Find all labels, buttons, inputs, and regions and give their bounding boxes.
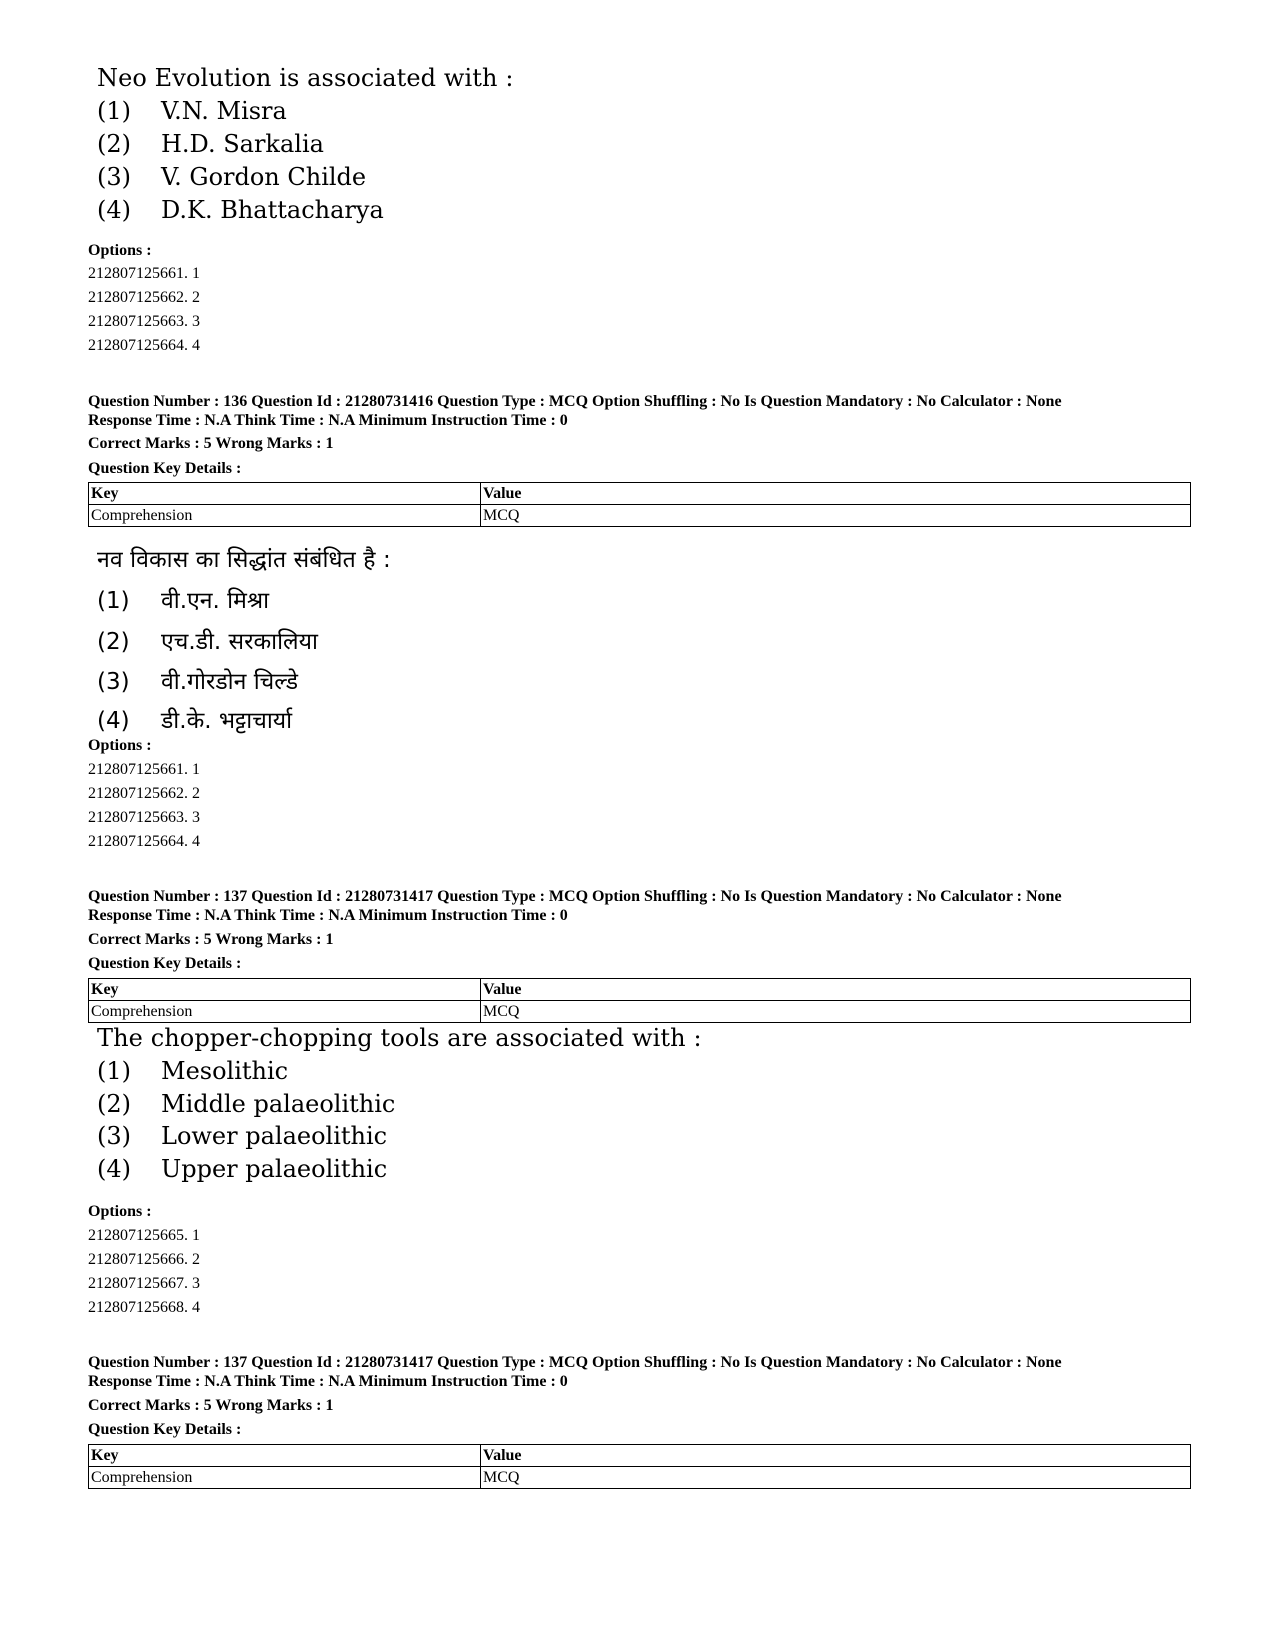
choice-item: (4) Upper palaeolithic — [97, 1155, 388, 1183]
key-cell: Comprehension — [89, 1467, 481, 1489]
key-details-label: Question Key Details : — [88, 460, 242, 477]
question-info-line: Question Number : 136 Question Id : 21280731416 Question Type : MCQ Option Shuffling : No Is Question Mandatory : No Calculator : None — [88, 393, 1062, 410]
key-header: Key — [89, 483, 481, 505]
option-line: 212807125665. 1 — [88, 1227, 200, 1244]
value-cell: MCQ — [481, 505, 1191, 527]
option-line: 212807125661. 1 — [88, 761, 200, 778]
choice-item: (2) एच.डी. सरकालिया — [97, 629, 318, 655]
question-text: The chopper-chopping tools are associated with : — [97, 1024, 702, 1052]
key-value-table — [88, 1444, 1191, 1489]
value-header: Value — [481, 1445, 1191, 1467]
option-line: 212807125666. 2 — [88, 1251, 200, 1268]
table-row — [89, 1001, 1191, 1023]
key-cell: Comprehension — [89, 1001, 481, 1023]
question-text: नव विकास का सिद्धांत संबंधित है : — [97, 547, 391, 573]
option-line: 212807125662. 2 — [88, 289, 200, 306]
option-line: 212807125661. 1 — [88, 265, 200, 282]
marks-line: Correct Marks : 5 Wrong Marks : 1 — [88, 931, 334, 948]
key-header: Key — [89, 1445, 481, 1467]
option-line: 212807125663. 3 — [88, 809, 200, 826]
choice-item: (2) H.D. Sarkalia — [97, 130, 324, 158]
question-info-line: Question Number : 137 Question Id : 21280731417 Question Type : MCQ Option Shuffling : No Is Question Mandatory : No Calculator : None — [88, 888, 1062, 905]
key-details-label: Question Key Details : — [88, 955, 242, 972]
choice-item: (4) डी.के. भट्टाचार्या — [97, 708, 293, 734]
table-header-row — [89, 979, 1191, 1001]
table-row — [89, 1467, 1191, 1489]
timing-info-line: Response Time : N.A Think Time : N.A Minimum Instruction Time : 0 — [88, 907, 568, 924]
marks-line: Correct Marks : 5 Wrong Marks : 1 — [88, 435, 334, 452]
table-header-row — [89, 483, 1191, 505]
option-line: 212807125662. 2 — [88, 785, 200, 802]
choice-item: (2) Middle palaeolithic — [97, 1090, 396, 1118]
option-line: 212807125664. 4 — [88, 833, 200, 850]
question-text: Neo Evolution is associated with : — [97, 64, 514, 92]
marks-line: Correct Marks : 5 Wrong Marks : 1 — [88, 1397, 334, 1414]
value-header: Value — [481, 483, 1191, 505]
choice-item: (1) V.N. Misra — [97, 97, 287, 125]
choice-item: (1) वी.एन. मिश्रा — [97, 588, 270, 614]
timing-info-line: Response Time : N.A Think Time : N.A Minimum Instruction Time : 0 — [88, 1373, 568, 1390]
option-line: 212807125667. 3 — [88, 1275, 200, 1292]
key-header: Key — [89, 979, 481, 1001]
value-header: Value — [481, 979, 1191, 1001]
options-label: Options : — [88, 737, 152, 754]
key-value-table — [88, 978, 1191, 1023]
choice-item: (4) D.K. Bhattacharya — [97, 196, 384, 224]
options-label: Options : — [88, 242, 152, 259]
question-info-line: Question Number : 137 Question Id : 21280731417 Question Type : MCQ Option Shuffling : No Is Question Mandatory : No Calculator : None — [88, 1354, 1062, 1371]
table-header-row — [89, 1445, 1191, 1467]
timing-info-line: Response Time : N.A Think Time : N.A Minimum Instruction Time : 0 — [88, 412, 568, 429]
value-cell: MCQ — [481, 1467, 1191, 1489]
choice-item: (3) वी.गोरडोन चिल्डे — [97, 669, 299, 695]
key-cell: Comprehension — [89, 505, 481, 527]
choice-item: (1) Mesolithic — [97, 1057, 289, 1085]
choice-item: (3) V. Gordon Childe — [97, 163, 367, 191]
option-line: 212807125663. 3 — [88, 313, 200, 330]
key-value-table — [88, 482, 1191, 527]
value-cell: MCQ — [481, 1001, 1191, 1023]
option-line: 212807125668. 4 — [88, 1299, 200, 1316]
option-line: 212807125664. 4 — [88, 337, 200, 354]
key-details-label: Question Key Details : — [88, 1421, 242, 1438]
table-row — [89, 505, 1191, 527]
options-label: Options : — [88, 1203, 152, 1220]
choice-item: (3) Lower palaeolithic — [97, 1122, 388, 1150]
